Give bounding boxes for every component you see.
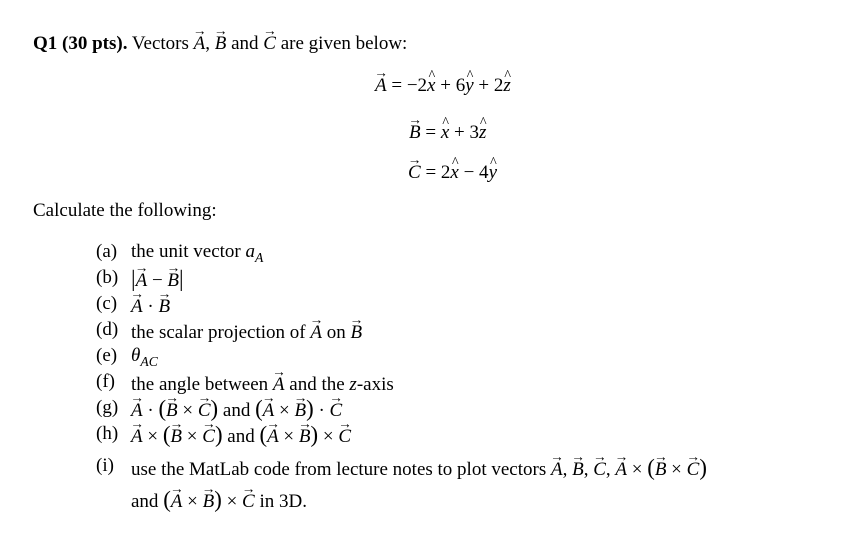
part-label: (a) [96, 241, 118, 262]
vector-c-equation: C → = 2x ^ − 4y ^ [408, 157, 497, 184]
part-text: use the MatLab code from lecture notes to plot vectors A →, B →, C →, A → × (B → × C →) and (A → × B →) × C → in 3D. [131, 453, 707, 517]
part-text: the unit vector $a_A$ [131, 241, 264, 265]
part-text: the scalar projection of A → on B → [131, 317, 362, 346]
vector-a-equation: A → = −2x ^ + 6y ^ + 2z ^ [375, 70, 511, 97]
part-label: (h) [96, 423, 119, 444]
part-label: (f) [96, 371, 115, 392]
part-text: A → · B → [131, 291, 170, 320]
vector-b-equation: B → = x ^ + 3z ^ [409, 117, 486, 144]
part-label: (c) [96, 293, 118, 314]
question-title [33, 28, 407, 55]
part-label: (b) [96, 267, 119, 288]
part-label: (g) [96, 397, 119, 418]
part-label: (i) [96, 455, 114, 476]
part-label: (e) [96, 345, 118, 366]
part-text: $\theta_{AC}$ [131, 345, 158, 369]
part-text: A → · (B → × C →) and (A → × B →) · C → [131, 395, 342, 424]
question-intro: Vectors A →, B → and C → are given below: [127, 33, 407, 54]
question-heading: Q1 (30 pts). [33, 33, 128, 54]
part-text: |A → − B →| [131, 265, 184, 294]
instruction-text: Calculate the following: [33, 200, 217, 221]
part-text: the angle between A → and the z-axis [131, 369, 394, 398]
part-label: (d) [96, 319, 119, 340]
part-text: A → × (B → × C →) and (A → × B →) × C → [131, 421, 351, 450]
